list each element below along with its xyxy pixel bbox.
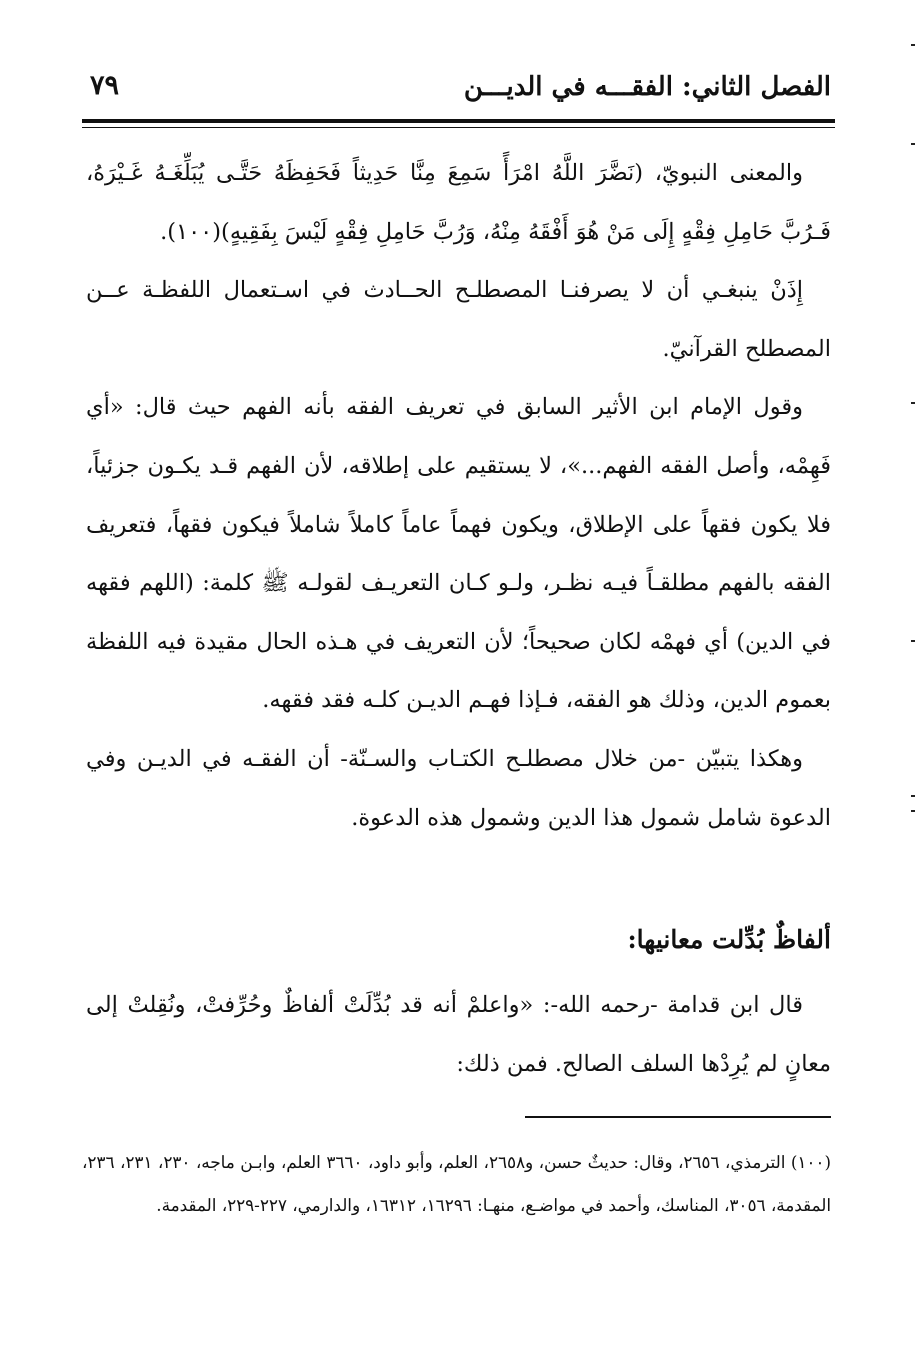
paragraph: وقول الإمام ابن الأثير السابق في تعريف الفقه بأنه الفهم حيث قال: «أي فَهِمْه، وأصل الفقه الفهم...»، لا يستقيم على إطلاقه، لأن الفهم قـد يكـون جزئياً، فلا يكون فقهاً على الإطلاق، ويكون فهماً عاماً كاملاً شاملاً فيكون فقهاً، فتعريف الفقه بالفهم مطلقـاً فيـه نظـر، ولـو كـان التعريـف لقولـه ﷺ كلمة: (اللهم فقهه في الدين) أي فهمْه لكان صحيحاً؛ لأن التعريف في هـذه الحال مقيدة فيه اللفظة بعموم الدين، وذلك هو الفقه، فـإذا فهـم الديـن كلـه فقد فقهه. [86, 394, 831, 714]
margin-mark [911, 810, 915, 812]
main-text [86, 144, 831, 847]
page-number: ٧٩ [90, 70, 120, 101]
margin-mark [911, 795, 915, 797]
header-rule-thin [82, 127, 835, 128]
header-rule-thick [82, 119, 835, 123]
paragraph: إِذَنْ ينبغـي أن لا يصرفنـا المصطلـح الحــادث في اسـتعمال اللفظـة عــن المصطلح القرآنيّ. [86, 277, 831, 362]
section-heading: ألفاظٌ بُدِّلت معانيها: [627, 925, 831, 954]
paragraph: قال ابن قدامة -رحمه الله-: «واعلمْ أنه قد بُدِّلَتْ ألفاظٌ وحُرِّفتْ، ونُقِلتْ إلى معانٍ لم يُرِدْها السلف الصالح. فمن ذلك: [86, 992, 831, 1077]
footnote-text: (١٠٠) الترمذي، ٢٦٥٦، وقال: حديثٌ حسن، و٢٦٥٨، العلم، وأبو داود، ٣٦٦٠ العلم، وابـن ماجه، ٢٣٠، ٢٣١، ٢٣٦، المقدمة، ٣٠٥٦، المناسك، وأحمد في مواضـع، منهـا: ١٦٢٩٦، ١٦٣١٢، والدارمي، ٢٢٧-٢٢٩، المقدمة. [82, 1152, 831, 1215]
margin-mark [911, 640, 915, 642]
footnote-separator [525, 1116, 831, 1118]
scan-margin-marks [905, 0, 919, 1363]
section-text [86, 976, 831, 1093]
paragraph: وهكذا يتبيّن -من خلال مصطلـح الكتـاب والسـنّة- أن الفقـه في الديـن وفي الدعوة شامل شمول هذا الدين وشمول هذه الدعوة. [86, 745, 831, 831]
margin-mark [911, 143, 915, 145]
footnote [82, 1141, 831, 1227]
running-header [86, 66, 831, 116]
chapter-title: الفصل الثاني: الفقـــه في الديـــن [463, 72, 831, 102]
margin-mark [911, 402, 915, 404]
margin-mark [911, 44, 915, 46]
paragraph: والمعنى النبويّ، (نَضَّرَ اللَّهُ امْرَأً سَمِعَ مِنَّا حَدِيثاً فَحَفِظَهُ حَتَّـى يُبَلِّغَـهُ غَـيْرَهُ، فَـرُبَّ حَامِلِ فِقْهٍ إِلَى مَنْ هُوَ أَفْقَهُ مِنْهُ، وَرُبَّ حَامِلِ فِقْهٍ لَيْسَ بِفَقِيهٍ)(١٠٠). [86, 160, 831, 245]
